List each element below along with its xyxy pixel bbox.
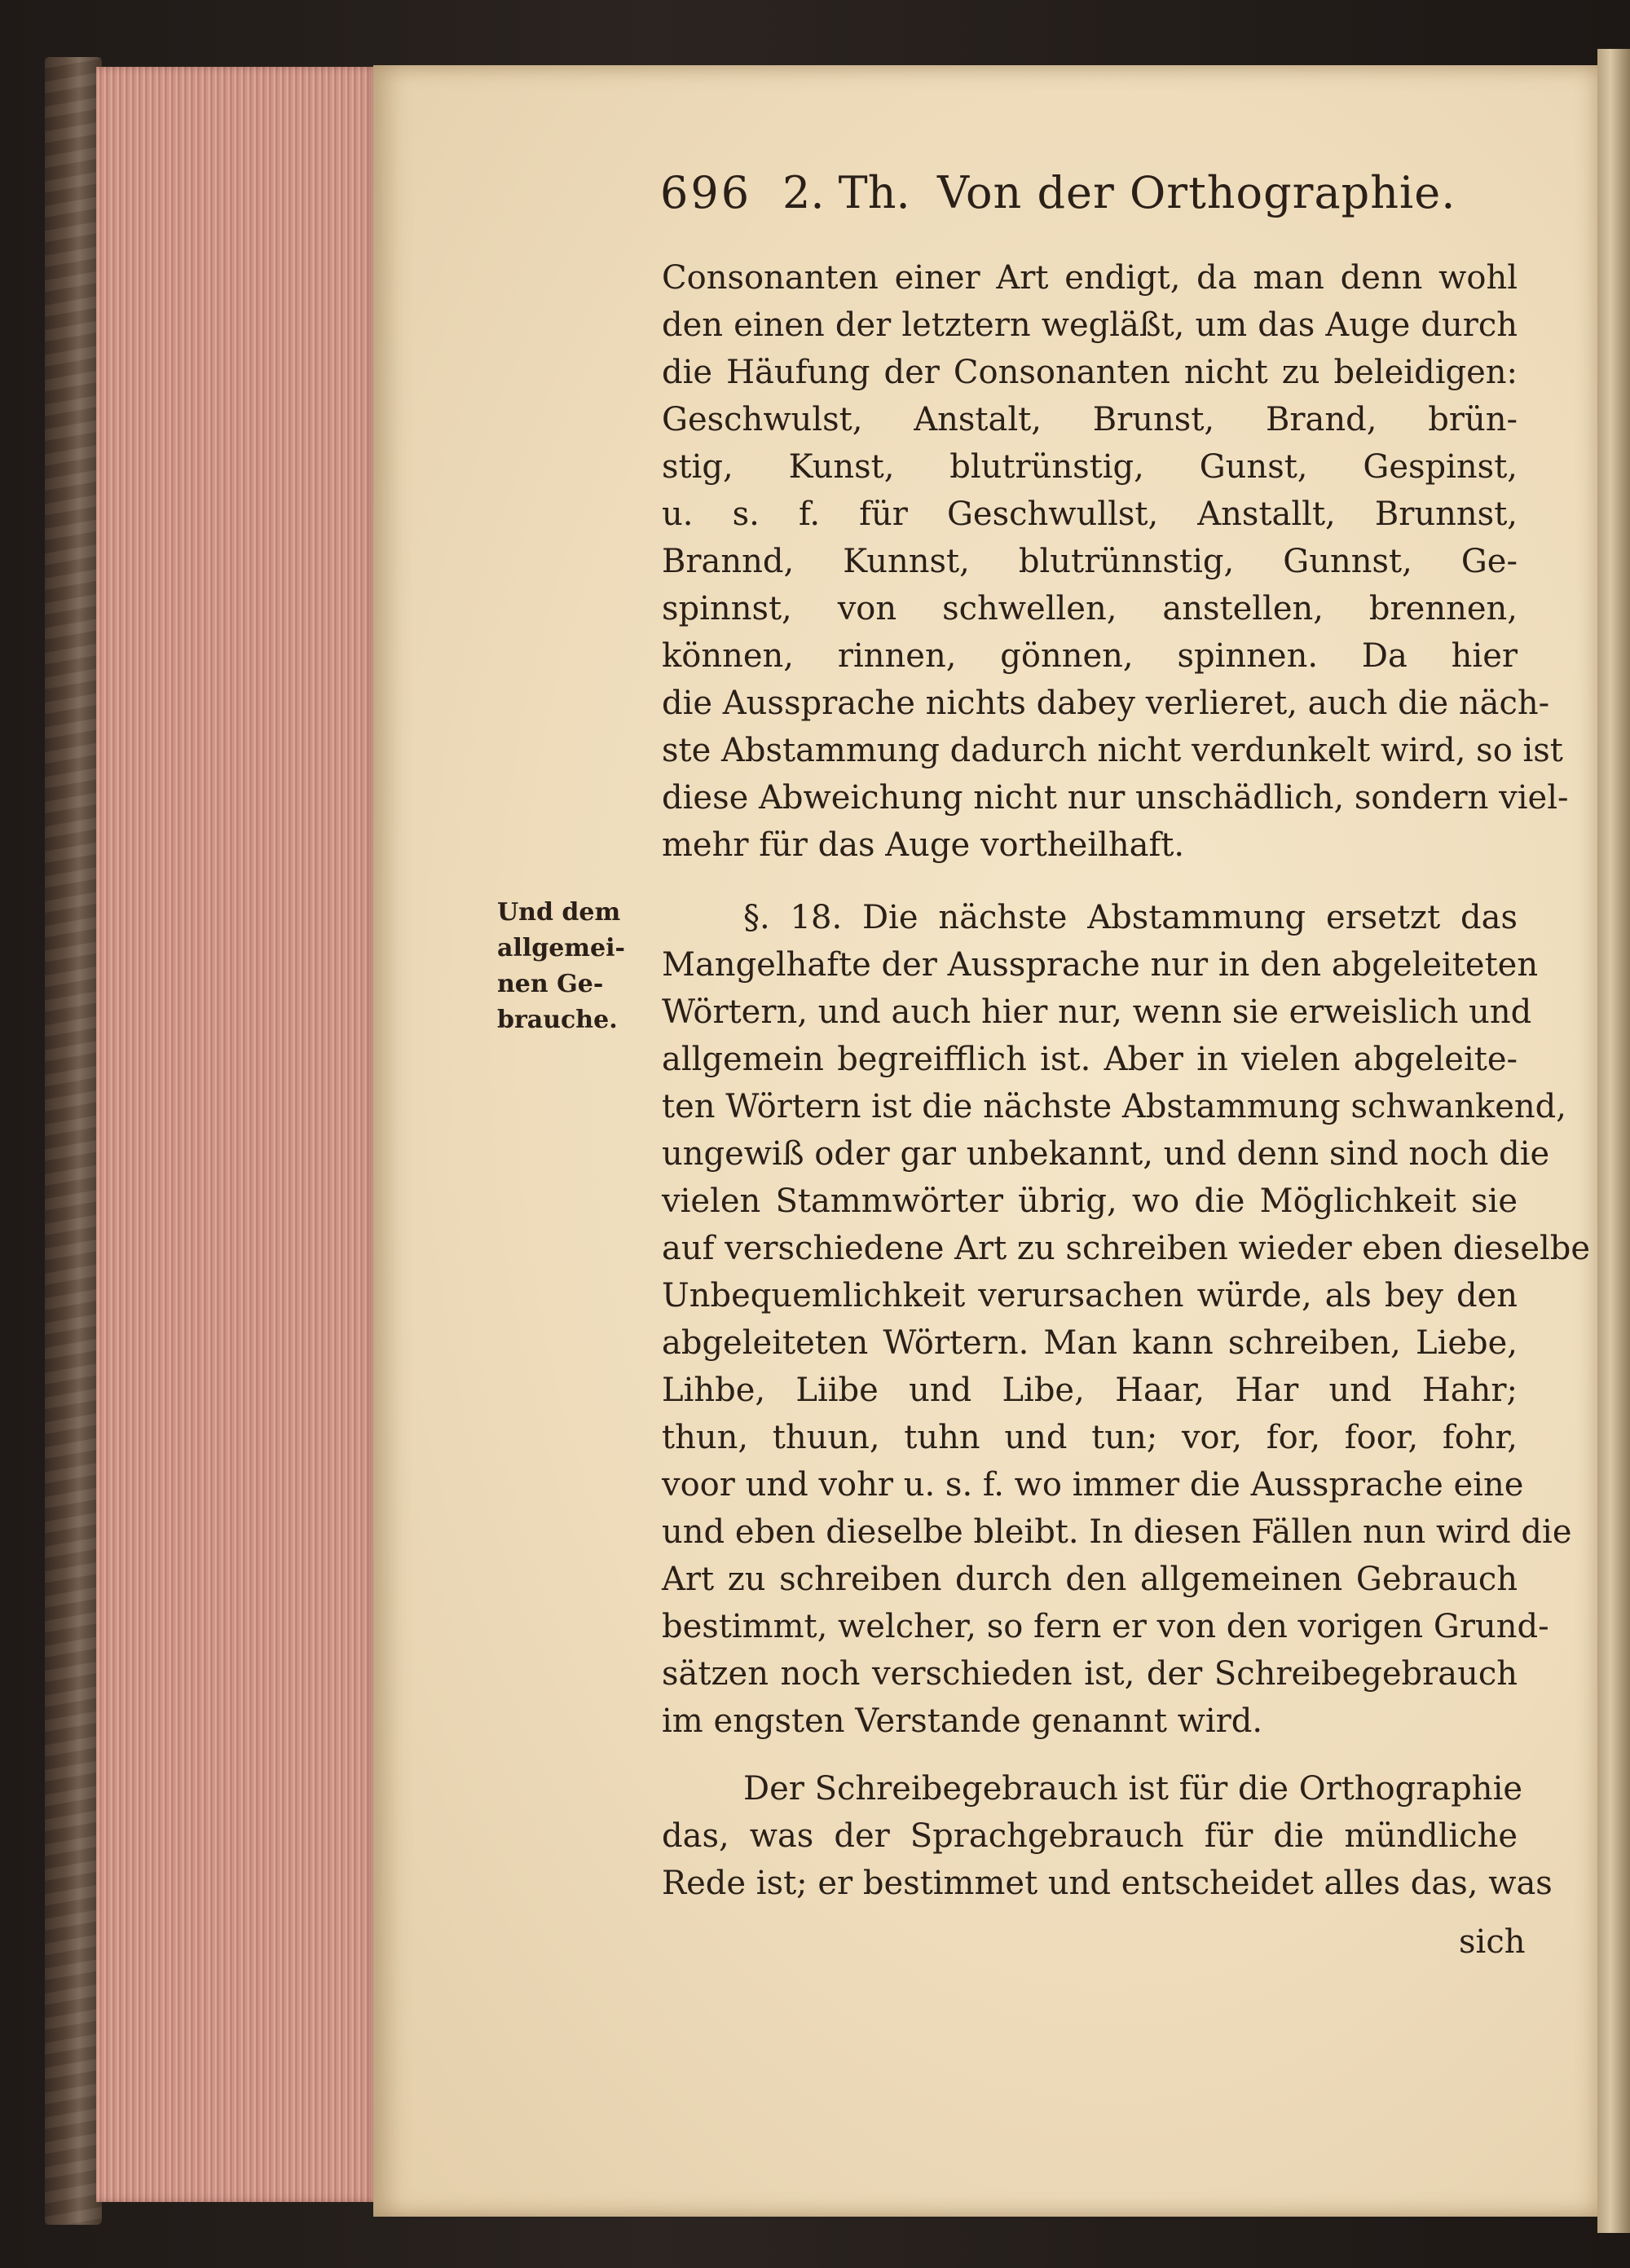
text-line: Geschwulst, Anstalt, Brunst, Brand, brün- [662,401,1518,438]
text-line: Unbequemlichkeit verursachen würde, als bey den [662,1277,1518,1315]
text-line: auf verschiedene Art zu schreiben wieder eben dieselbe [662,1230,1591,1267]
text-line: ste Abstammung dadurch nicht verdunkelt wird, so ist [662,732,1563,769]
margin-note-line: Und dem [497,898,621,927]
text-line: ungewiß oder gar unbekannt, und denn sind noch die [662,1135,1550,1173]
text-line: mehr für das Auge vortheilhaft. [662,826,1185,864]
text-line: Lihbe, Liibe und Libe, Haar, Har und Hahr; [662,1372,1518,1409]
text-line: diese Abweichung nicht nur unschädlich, sondern viel- [662,779,1569,817]
text-line: ten Wörtern ist die nächste Abstammung schwankend, [662,1088,1566,1125]
text-line: können, rinnen, gönnen, spinnen. Da hier [662,637,1518,675]
text-line: §. 18. Die nächste Abstammung ersetzt das [743,899,1518,936]
text-line: u. s. f. für Geschwullst, Anstallt, Brunnst, [662,495,1518,533]
paragraph-3 [662,1765,1553,1907]
margin-note-line: nen Ge- [497,970,604,998]
text-line: Art zu schreiben durch den allgemeinen Gebrauch [662,1561,1518,1598]
text-line: Wörtern, und auch hier nur, wenn sie erweislich und [662,993,1532,1031]
part-label: 2. Th. [782,167,910,218]
text-line: allgemein begreifflich ist. Aber in vielen abgeleite- [662,1041,1518,1078]
text-line: abgeleiteten Wörtern. Man kann schreiben, Liebe, [662,1324,1518,1362]
book-cover [45,57,102,2225]
text-line: spinnst, von schwellen, anstellen, brennen, [662,590,1518,628]
page-edges [96,67,377,2202]
text-line: im engsten Verstande genannt wird. [662,1702,1263,1740]
running-title: Von der Orthographie. [937,167,1456,218]
text-line: sätzen noch verschieden ist, der Schreibegebrauch [662,1655,1518,1693]
text-line: und eben dieselbe bleibt. In diesen Fällen nun wird die [662,1513,1572,1551]
catchword: sich [1459,1923,1526,1961]
text-line: das, was der Sprachgebrauch für die mündliche [662,1817,1518,1855]
text-line: Mangelhafte der Aussprache nur in den abgeleiteten [662,946,1539,984]
text-line: bestimmt, welcher, so fern er von den vorigen Grund- [662,1608,1549,1645]
margin-note [497,895,625,1038]
text-line: vielen Stammwörter übrig, wo die Möglichkeit sie [662,1182,1518,1220]
text-line: voor und vohr u. s. f. wo immer die Aussprache eine [662,1466,1524,1504]
text-line: den einen der letztern wegläßt, um das Auge durch [662,306,1518,344]
margin-note-line: brauche. [497,1006,618,1034]
paragraph-1 [662,254,1569,869]
text-line: stig, Kunst, blutrünstig, Gunst, Gespinst, [662,448,1518,486]
running-header [660,167,1456,224]
text-line: Brannd, Kunnst, blutrünnstig, Gunnst, Ge- [662,543,1518,580]
text-line: Der Schreibegebrauch ist für die Orthographie [743,1770,1523,1808]
facing-page-edge [1597,49,1630,2233]
text-line: Rede ist; er bestimmet und entscheidet alles das, was [662,1865,1553,1902]
text-line: Consonanten einer Art endigt, da man denn wohl [662,259,1518,297]
text-line: die Aussprache nichts dabey verlieret, auch die näch- [662,685,1550,722]
margin-note-line: allgemei- [497,934,625,962]
page-number: 696 [660,167,752,218]
paragraph-2 [662,894,1591,1745]
text-line: die Häufung der Consonanten nicht zu beleidigen: [662,354,1518,391]
text-line: thun, thuun, tuhn und tun; vor, for, foor, fohr, [662,1419,1518,1456]
